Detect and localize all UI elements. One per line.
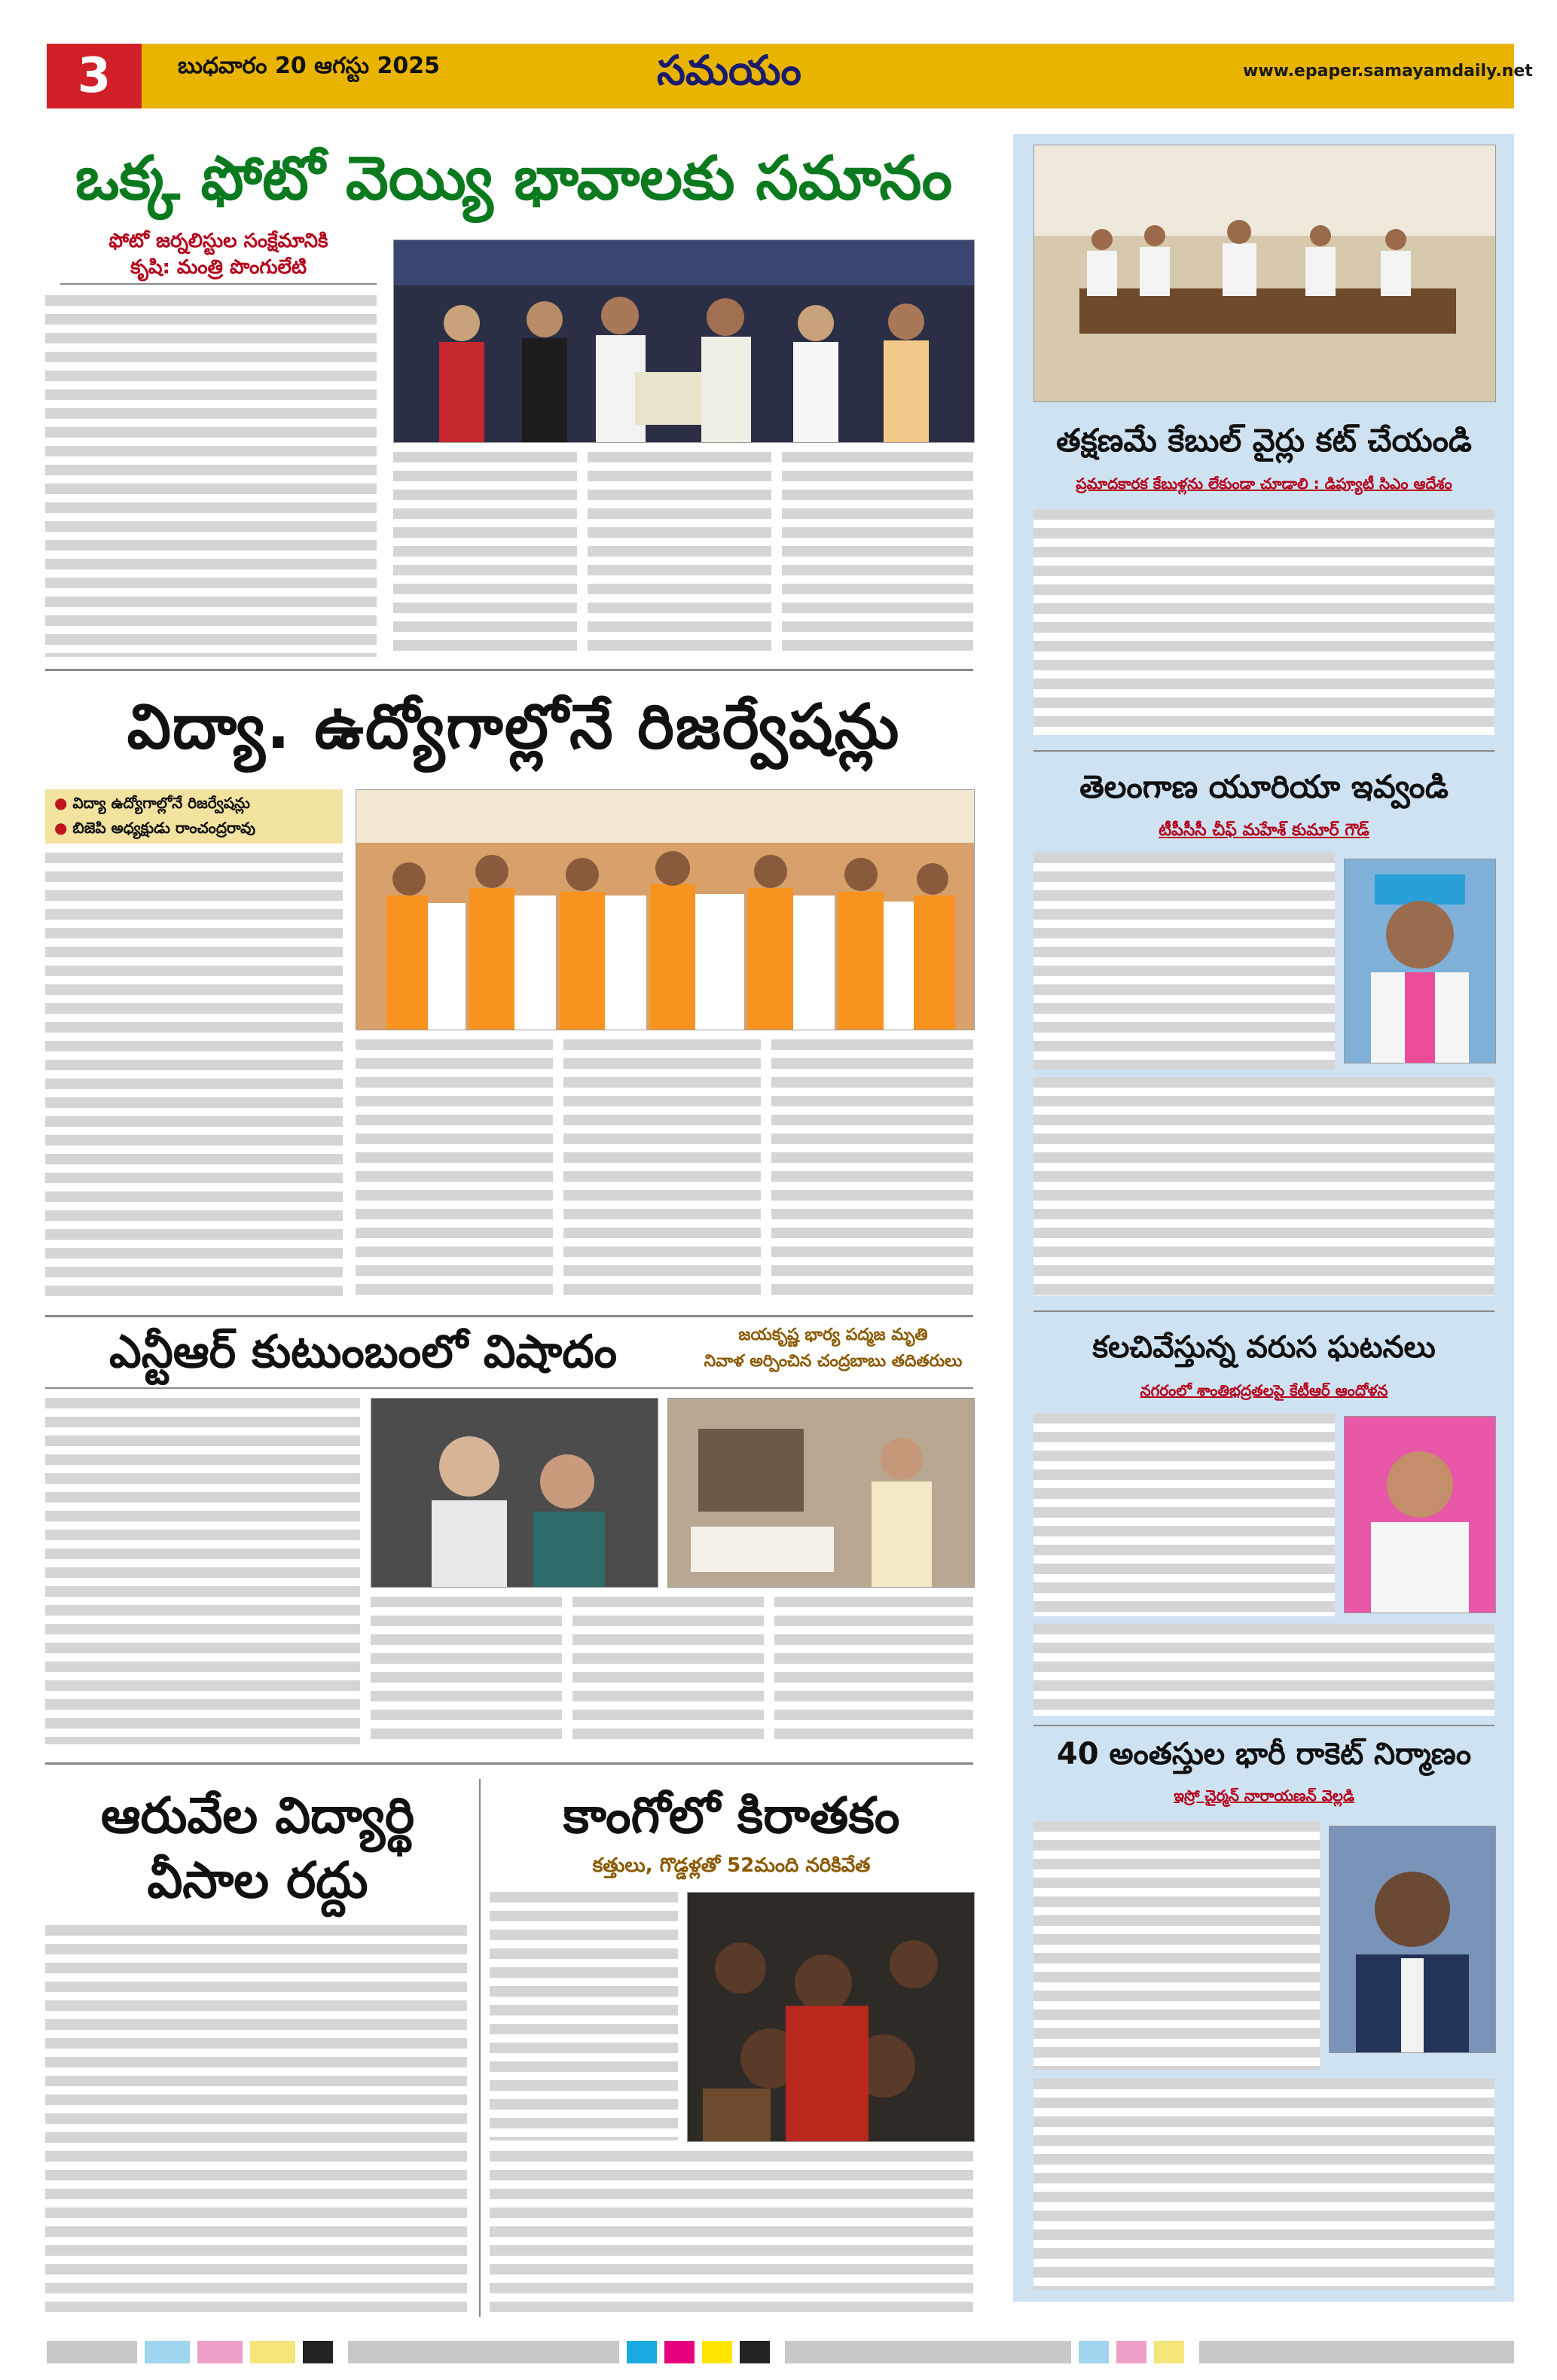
narayanan-photo [1329,1826,1496,2053]
ktr-headline: కలచివేస్తున్న వరుస ఘటనలు [1092,1330,1436,1365]
reservations-body-col2 [356,1039,553,1303]
cable-body [1033,509,1494,735]
photo-day-kicker-2: కృషి: మంత్రి పొంగులేటి [130,256,307,279]
photo-day-body-col1 [45,295,377,657]
section-divider [45,1762,973,1765]
photo-day-headline: ఒక్క ఫోటో వెయ్యి భావాలకు సమానం [75,143,953,213]
rocket-headline: 40 అంతస్తుల భారీ రాకెట్ నిర్మాణం [1056,1737,1472,1771]
congo-body-col2 [490,2151,973,2317]
mahesh-kumar-goud-photo [1344,859,1496,1063]
urea-headline: తెలంగాణ యూరియా ఇవ్వండి [1079,768,1449,805]
ktr-subhead: నగరంలో శాంతిభద్రతలపై కేటీఆర్ ఆందోళన [1140,1381,1388,1399]
ktr-body-col2 [1033,1624,1494,1716]
ntr-body-col3 [572,1597,764,1744]
divider [60,283,377,285]
cable-headline: తక్షణమే కేబుల్ వైర్లు కట్ చేయండి [1056,422,1472,459]
bullet-item: ● బిజెపి అధ్యక్షుడు రాంచంద్రరావు [54,819,334,841]
photo-day-body-col3 [588,452,771,654]
rocket-body-col1 [1033,1821,1320,2070]
visas-body [45,1925,467,2317]
reservations-bullets [45,789,343,844]
column-divider [479,1779,481,2317]
congo-crowd-photo [687,1892,975,2142]
reservations-body-col4 [771,1039,973,1303]
divider [1033,750,1494,752]
issue-date: బుధవారం 20 ఆగస్టు 2025 [178,53,440,79]
visas-headline-line1: ఆరువేల విద్యార్థి [100,1787,415,1844]
page-number: 3 [77,48,111,104]
bullet-item: ● విద్యా ఉద్యోగాల్లోనే రిజర్వేషన్లు [54,794,334,816]
bjp-event-photo [356,789,975,1030]
congo-body-col1 [490,1892,678,2140]
cable-subhead: ప్రమాదకారక కేబుళ్లను లేకుండా చూడాలి : డిప్యూటీ సిఎం ఆదేశం [1076,474,1452,493]
reservations-body-col3 [563,1039,761,1303]
ntr-headline: ఎన్టీఆర్ కుటుంబంలో విషాదం [108,1326,618,1378]
photo-day-kicker-1: ఫోటో జర్నలిస్టుల సంక్షేమానికి [108,230,328,252]
reservations-body-col1 [45,853,343,1304]
congo-headline: కాంగోలో కిరాతకం [563,1787,900,1844]
review-meeting-photo [1033,145,1496,402]
couple-portrait-photo [371,1398,658,1588]
ntr-body-col2 [371,1597,562,1744]
urea-subhead: టీపీసీసీ చీఫ్ మహేశ్ కుమార్ గౌడ్ [1159,821,1369,840]
photo-day-body-col4 [782,452,973,654]
ntr-kicker-1: జయకృష్ణ భార్య పద్మజ మృతి [738,1326,928,1344]
ktr-photo [1344,1416,1496,1613]
tribute-photo [667,1398,975,1588]
website-link[interactable]: www.epaper.samayamdaily.net [1243,62,1533,81]
divider [1033,1725,1494,1726]
congo-kicker: కత్తులు, గొడ్డళ్లతో 52మంది నరికివేత [592,1854,871,1877]
rocket-body-col2 [1033,2079,1494,2290]
reservations-headline: విద్యా. ఉద్యోగాల్లోనే రిజర్వేషన్లు [127,691,901,763]
section-divider [45,669,973,671]
urea-body-col2 [1033,1077,1494,1295]
award-ceremony-photo [393,240,975,443]
divider [1033,1311,1494,1312]
ktr-body-col1 [1033,1413,1335,1616]
visas-headline-line2: వీసాల రద్దు [147,1851,368,1909]
print-color-strip [47,2341,1514,2363]
urea-body-col1 [1033,853,1335,1069]
ntr-kicker-2: నివాళ అర్పించిన చంద్రబాబు తదితరులు [704,1352,963,1371]
divider [45,1387,973,1389]
photo-day-body-col2 [393,452,577,654]
ntr-body-col4 [774,1597,973,1744]
section-divider [45,1315,973,1317]
rocket-subhead: ఇస్రో చైర్మన్ నారాయణన్ వెల్లడి [1174,1787,1354,1805]
ntr-body-col1 [45,1398,360,1744]
newspaper-brand: సమయం [657,47,801,94]
